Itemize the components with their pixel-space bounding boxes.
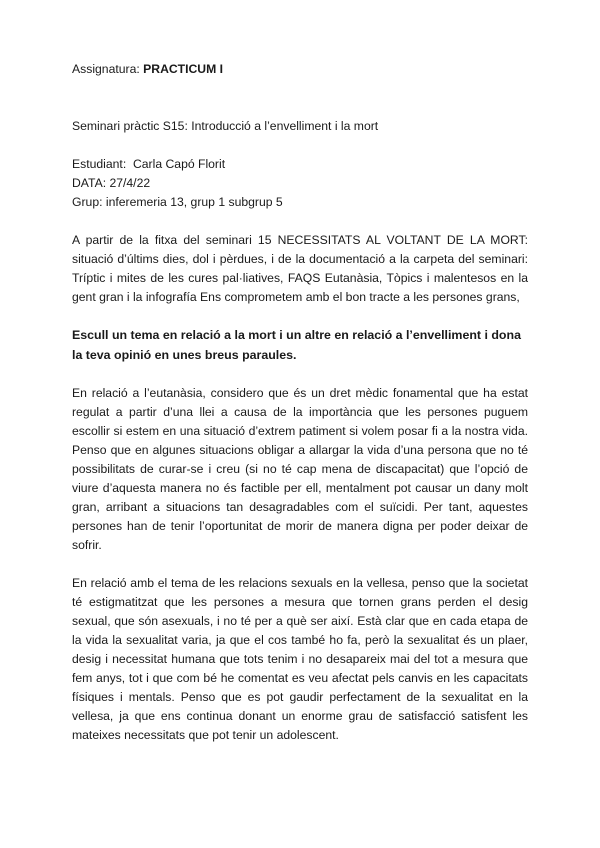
answer-paragraph-euthanasia: En relació a l’eutanàsia, considero que és un dret mèdic fonamental que ha estat regulat a partir d’una llei a causa de la importància que les persones puguem escollir si estem en una situació d’extrem patiment si volem posar fi a la nostra vida. Penso que en algunes situacions obligar a allargar la vida d’una persona que no té possibilitats de curar-se i creu (si no té cap mena de discapacitat) que l’opció de viure d’aquesta manera no és factible per ell, mentalment pot causar un dany molt gran, arribant a situacions tan desagradables com el suïcidi. Per tant, aquestes persones han de tenir l’oportunitat de morir de manera digna per poder deixar de sofrir. bbox=[72, 386, 528, 552]
document-page bbox=[72, 60, 528, 764]
student-info bbox=[72, 155, 528, 212]
seminar-title: Seminari pràctic S15: Introducció a l’envelliment i la mort bbox=[72, 119, 379, 133]
subject-line bbox=[72, 60, 528, 79]
subject-value: PRACTICUM I bbox=[143, 62, 224, 76]
group-line: Grup: inferemeria 13, grup 1 subgrup 5 bbox=[72, 195, 283, 209]
subject-label: Assignatura: bbox=[72, 62, 144, 76]
question-heading: Escull un tema en relació a la mort i un altre en relació a l’envelliment i dona la teva opinió en unes breus paraules. bbox=[72, 328, 521, 362]
answer-paragraph-sexuality: En relació amb el tema de les relacions sexuals en la vellesa, penso que la societat té estigmatitzat que les persones a mesura que tornen grans perden el desig sexual, que són asexuals, i no té per a què ser així. Està clar que en cada etapa de la vida la sexualitat varia, ja que el cos també ho fa, però la sexualitat és un plaer, desig i necessitat humana que tots tenim i no desapareix mai del tot a mesura que fem anys, tot i que com bé he comentat es veu afectat pels canvis en les capacitats físiques i mentals. Penso que es pot gaudir perfectament de la sexualitat en la vellesa, ja que ens continua donant un enorme grau de satisfacció satisfent les mateixes necessitats que pot tenir un adolescent. bbox=[72, 576, 528, 742]
date-line: DATA: 27/4/22 bbox=[72, 176, 151, 190]
student-name: Estudiant: Carla Capó Florit bbox=[72, 157, 226, 171]
intro-paragraph: A partir de la fitxa del seminari 15 NECESSITATS AL VOLTANT DE LA MORT: situació d’últims dies, dol i pèrdues, i de la documentació a la carpeta del seminari: Tríptic i mites de les cures pal·liatives, FAQS Eutanàsia, Tòpics i malentesos en la gent gran i la infografía Ens comprometem amb el bon tracte a les persones grans, bbox=[72, 233, 528, 304]
